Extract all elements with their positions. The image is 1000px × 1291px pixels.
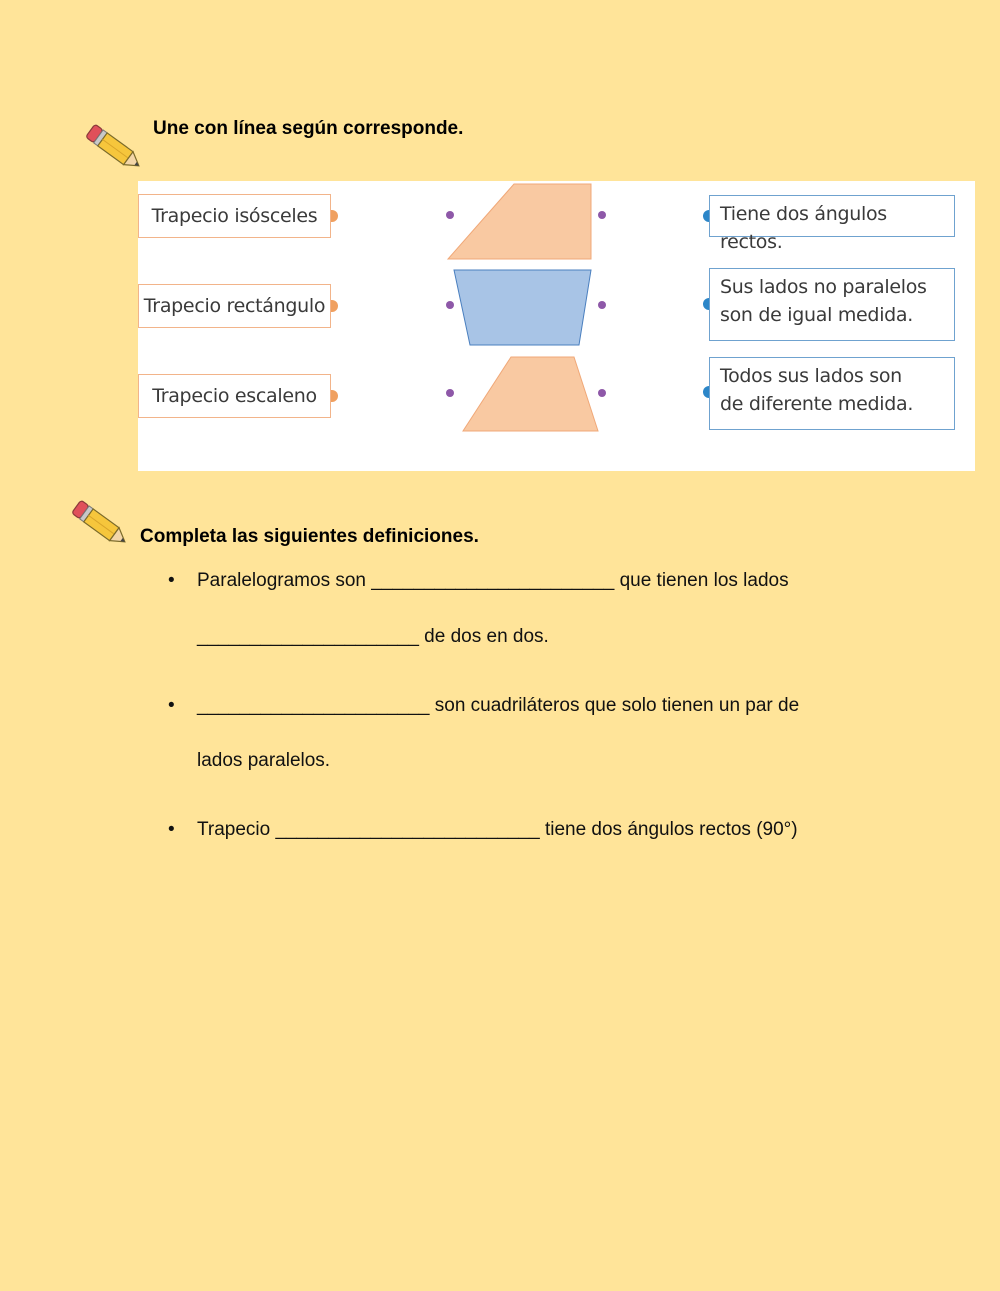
matching-exercise (138, 181, 975, 471)
definition-2-line1[interactable]: ______________________ son cuadriláteros que solo tienen un par de (197, 695, 800, 716)
scalene-trapezoid-shape[interactable] (463, 357, 598, 431)
definition-2-line2: lados paralelos. (197, 750, 331, 771)
definition-3-line1[interactable]: Trapecio _________________________ tiene dos ángulos rectos (90°) (197, 819, 798, 840)
definition-1-line2[interactable]: _____________________ de dos en dos. (197, 626, 549, 647)
description-text: Sus lados no paralelos (720, 276, 927, 298)
isosceles-trapezoid-shape[interactable] (454, 270, 591, 345)
description-box[interactable] (709, 357, 955, 430)
description-text: de diferente medida. (720, 393, 914, 415)
label-trapecio-rectangulo[interactable]: Trapecio rectángulo (138, 284, 331, 328)
description-box[interactable] (709, 268, 955, 341)
label-trapecio-escaleno[interactable]: Trapecio escaleno (138, 374, 331, 418)
label-trapecio-isosceles[interactable]: Trapecio isósceles (138, 194, 331, 238)
description-box[interactable] (709, 195, 955, 253)
description-text: Tiene dos ángulos rectos. (720, 203, 887, 253)
right-trapezoid-shape[interactable] (448, 184, 591, 259)
bullet: • (168, 570, 175, 591)
section2-heading: Completa las siguientes definiciones. (140, 526, 479, 547)
description-text: Todos sus lados son (720, 365, 902, 387)
pencil-icon (78, 118, 150, 180)
definition-1-line1[interactable]: Paralelogramos son _______________________ que tienen los lados (197, 570, 789, 591)
pencil-icon (64, 494, 136, 556)
section1-heading: Une con línea según corresponde. (153, 118, 464, 139)
bullet: • (168, 695, 175, 716)
description-text: son de igual medida. (720, 304, 914, 326)
bullet: • (168, 819, 175, 840)
